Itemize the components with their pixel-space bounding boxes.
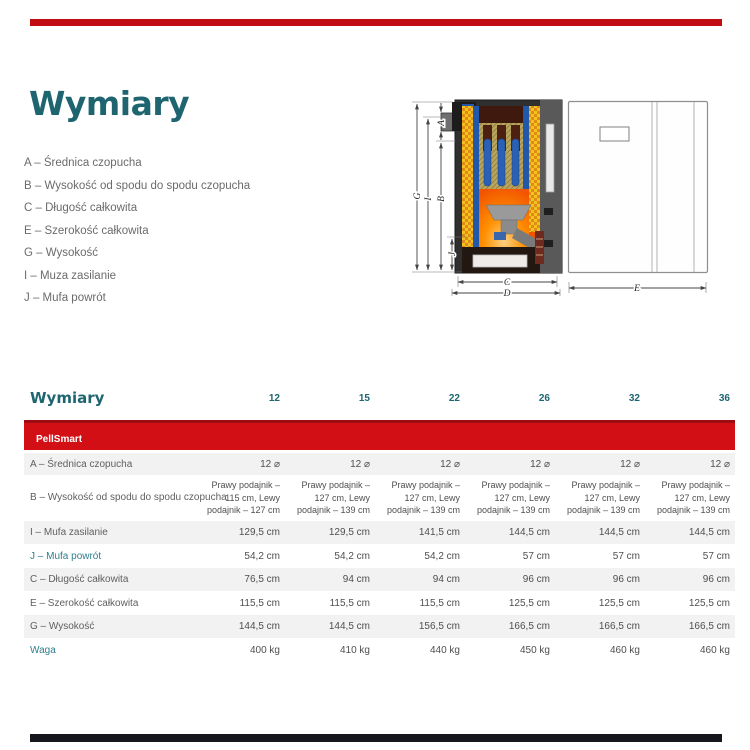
- boiler-front-view: [569, 102, 708, 273]
- table-row: [24, 521, 735, 545]
- row-value: 12 ⌀: [440, 458, 460, 470]
- row-value: 460 kg: [699, 644, 730, 656]
- table-title: Wymiary: [30, 389, 105, 407]
- dim-label-g: G: [413, 192, 423, 200]
- row-value: 141,5 cm: [418, 527, 460, 539]
- table-column-headers: [24, 383, 735, 413]
- top-separator-bar: [30, 19, 722, 26]
- row-value: 54,2 cm: [334, 550, 370, 562]
- row-value: Prawy podajnik – 127 cm, Lewy podajnik – 139 cm: [296, 480, 370, 516]
- column-header: 36: [718, 392, 730, 404]
- table-row: [24, 638, 735, 662]
- row-value: 57 cm: [522, 550, 550, 562]
- row-value: 12 ⌀: [710, 458, 730, 470]
- column-header: 26: [538, 392, 550, 404]
- table-row: [24, 568, 735, 592]
- dim-label-b: B: [437, 196, 447, 202]
- row-value: 129,5 cm: [238, 527, 280, 539]
- row-value: 450 kg: [519, 644, 550, 656]
- table-row: [24, 615, 735, 639]
- ash-drawer: [473, 255, 527, 267]
- legend-item: J – Mufa powrót: [24, 292, 106, 304]
- row-value: 54,2 cm: [244, 550, 280, 562]
- row-value: 96 cm: [522, 574, 550, 586]
- row-label: A – Średnica czopucha: [30, 458, 133, 470]
- row-value: 166,5 cm: [688, 621, 730, 633]
- row-value: Prawy podajnik – 127 cm, Lewy podajnik – 139 cm: [656, 480, 730, 516]
- row-value: 12 ⌀: [530, 458, 550, 470]
- row-value: Prawy podajnik – 127 cm, Lewy podajnik – 139 cm: [476, 480, 550, 516]
- row-value: Prawy podajnik – 127 cm, Lewy podajnik – 139 cm: [566, 480, 640, 516]
- row-value: 57 cm: [612, 550, 640, 562]
- boiler-diagram: [405, 85, 715, 315]
- row-label: E – Szerokość całkowita: [30, 597, 139, 609]
- column-header: 22: [448, 392, 460, 404]
- page-title: Wymiary: [29, 84, 190, 123]
- row-value: 129,5 cm: [328, 527, 370, 539]
- dim-label-j: J: [448, 251, 458, 257]
- dim-label-c: C: [503, 278, 511, 288]
- row-label: I – Mufa zasilanie: [30, 527, 108, 539]
- display-panel: [600, 127, 629, 141]
- brand-name: PellSmart: [36, 434, 83, 445]
- burner: [486, 205, 531, 220]
- row-value: 115,5 cm: [329, 597, 370, 609]
- row-value: 12 ⌀: [620, 458, 640, 470]
- row-value: 144,5 cm: [328, 621, 370, 633]
- legend-item: E – Szerokość całkowita: [24, 224, 149, 237]
- row-label: B – Wysokość od spodu do spodu czopucha: [30, 492, 227, 504]
- row-value: 440 kg: [429, 644, 460, 656]
- boiler-cross-section: [441, 100, 562, 273]
- spec-rows: [24, 453, 735, 662]
- table-row: [24, 453, 735, 475]
- row-value: 166,5 cm: [598, 621, 640, 633]
- table-row: [24, 475, 735, 521]
- row-value: Prawy podajnik – 115 cm, Lewy podajnik – 127 cm: [206, 480, 280, 516]
- row-value: 125,5 cm: [688, 597, 730, 609]
- column-header: 12: [268, 392, 280, 404]
- row-label[interactable]: J – Mufa powrót: [30, 550, 102, 562]
- row-value: 144,5 cm: [238, 621, 280, 633]
- table-row: [24, 591, 735, 615]
- row-label: C – Długość całkowita: [30, 574, 129, 586]
- legend-item: I – Muza zasilanie: [24, 269, 117, 282]
- row-value: 96 cm: [612, 574, 640, 586]
- row-label[interactable]: Waga: [30, 644, 56, 656]
- row-value: 96 cm: [702, 574, 730, 586]
- row-value: 166,5 cm: [508, 621, 550, 633]
- row-value: 115,5 cm: [239, 597, 280, 609]
- row-value: 144,5 cm: [598, 527, 640, 539]
- legend-item: A – Średnica czopucha: [24, 157, 142, 169]
- row-value: 54,2 cm: [424, 550, 460, 562]
- dim-label-a: A: [437, 120, 447, 126]
- row-value: 115,5 cm: [419, 597, 460, 609]
- row-value: 125,5 cm: [508, 597, 550, 609]
- legend-item: B – Wysokość od spodu do spodu czopucha: [24, 179, 251, 192]
- table-row: [24, 544, 735, 568]
- row-label: G – Wysokość: [30, 621, 95, 633]
- brand-row: [24, 420, 735, 450]
- row-value: 94 cm: [432, 574, 460, 586]
- row-value: 94 cm: [342, 574, 370, 586]
- legend-item: C – Długość całkowita: [24, 202, 138, 214]
- row-value: 57 cm: [702, 550, 730, 562]
- legend-item: G – Wysokość: [24, 247, 99, 259]
- row-value: 12 ⌀: [350, 458, 370, 470]
- row-value: 410 kg: [339, 644, 370, 656]
- dim-label-d: D: [503, 289, 511, 299]
- dim-label-e: E: [634, 284, 640, 294]
- row-value: 400 kg: [249, 644, 280, 656]
- row-value: 144,5 cm: [508, 527, 550, 539]
- row-value: 125,5 cm: [598, 597, 640, 609]
- row-value: 12 ⌀: [260, 458, 280, 470]
- column-header: 15: [358, 392, 370, 404]
- legend-list: [24, 152, 250, 310]
- row-value: 460 kg: [609, 644, 640, 656]
- column-header: 32: [628, 392, 640, 404]
- row-value: 76,5 cm: [244, 574, 280, 586]
- row-value: 144,5 cm: [688, 527, 730, 539]
- row-value: Prawy podajnik – 127 cm, Lewy podajnik – 139 cm: [386, 480, 460, 516]
- bottom-separator-bar: [30, 734, 722, 742]
- row-value: 156,5 cm: [418, 621, 460, 633]
- dim-label-i: I: [424, 197, 434, 201]
